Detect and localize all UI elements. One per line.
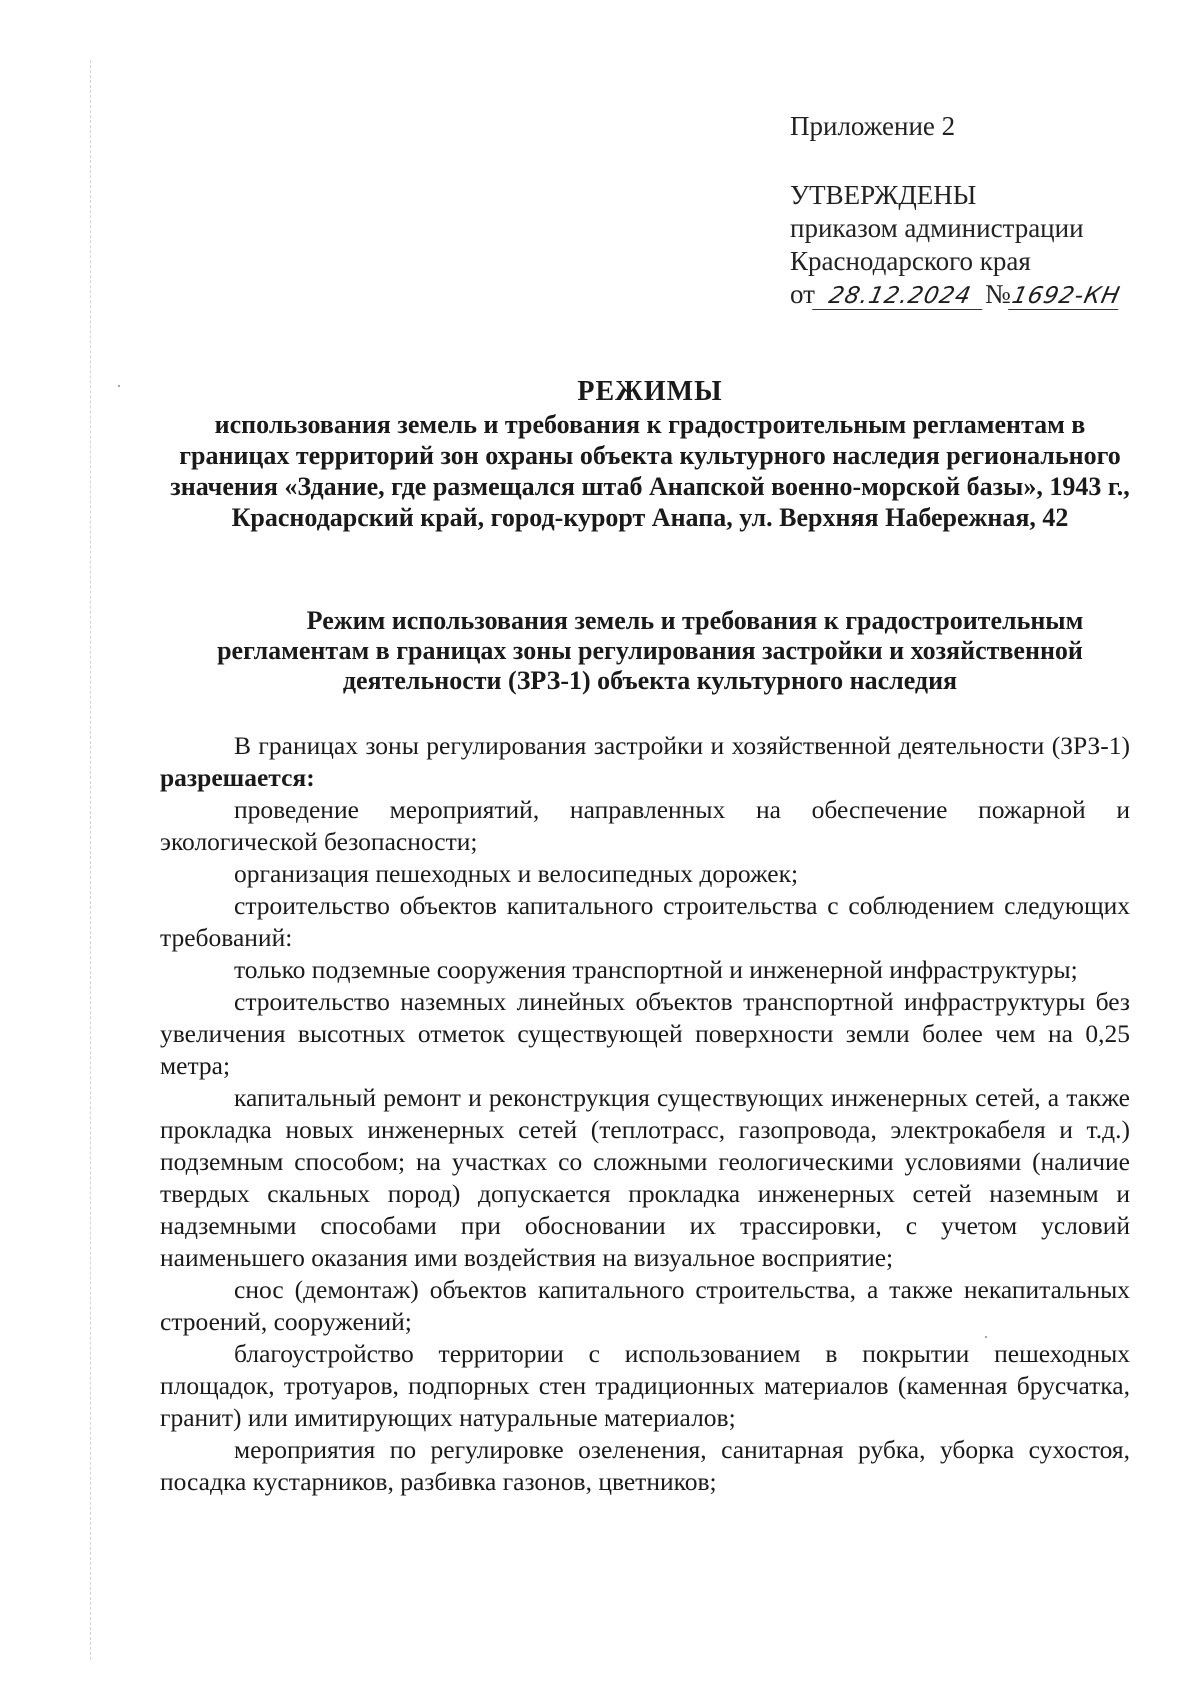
from-prefix: от xyxy=(790,279,815,309)
list-item: организация пешеходных и велосипедных дорожек; xyxy=(234,859,799,888)
approved-by-order: приказом администрации xyxy=(790,213,1084,243)
annex-label: Приложение 2 xyxy=(790,111,956,141)
handwritten-date: 28.12.2024 xyxy=(812,283,988,310)
scan-edge-line xyxy=(90,60,91,1660)
list-item: строительство наземных линейных объектов транспортной инфраструктуры без увеличения высотных отметок существующей поверхности земли более чем на 0,25 метра; xyxy=(160,987,1130,1080)
section-heading: Режим использования земель и требования к градостроительным регламентам в границах зоны регулирования застройки и хозяйственной деятельности (ЗРЗ-1) объекта культурного наследия xyxy=(217,606,1084,695)
body-text xyxy=(160,730,1130,1498)
list-item: только подземные сооружения транспортной и инженерной инфраструктуры; xyxy=(234,955,1078,984)
title-block xyxy=(160,375,1140,533)
approved-label: УТВЕРЖДЕНЫ xyxy=(790,180,977,210)
handwritten-number: 1692-КН xyxy=(1009,283,1123,309)
list-item: снос (демонтаж) объектов капитального строительства, а также некапитальных строений, сооружений; xyxy=(160,1275,1130,1336)
document-title: РЕЖИМЫ xyxy=(577,376,723,407)
list-item: строительство объектов капитального строительства с соблюдением следующих требований: xyxy=(160,891,1130,952)
number-prefix: № xyxy=(984,279,1011,309)
list-item: мероприятия по регулировке озеленения, санитарная рубка, уборка сухостоя, посадка кустарников, разбивка газонов, цветников; xyxy=(160,1435,1130,1496)
approval-block xyxy=(790,110,1121,311)
document-subtitle: использования земель и требования к градостроительным регламентам в границах территорий зон охраны объекта культурного наследия регионального значения «Здание, где размещался штаб Анапской военно-морской базы», 1943 г., Краснодарский край, город-курорт Анапа, ул. Верхняя Набережная, 42 xyxy=(170,410,1130,532)
list-item: проведение мероприятий, направленных на обеспечение пожарной и экологической безопасности; xyxy=(160,795,1130,856)
list-item: капитальный ремонт и реконструкция существующих инженерных сетей, а также прокладка новых инженерных сетей (теплотрасс, газопровода, электрокабеля и т.д.) подземным способом; на участках со сложными геологическими условиями (наличие твердых скальных пород) допускается прокладка инженерных сетей наземным и надземными способами при обосновании их трассировки, с учетом условий наименьшего оказания ими воздействия на визуальное восприятие; xyxy=(160,1083,1130,1272)
intro-text: В границах зоны регулирования застройки и хозяйственной деятельности (ЗРЗ-1) xyxy=(234,731,1130,760)
order-date-number-line xyxy=(790,278,1121,311)
intro-bold: разрешается: xyxy=(160,763,315,792)
intro-paragraph xyxy=(160,730,1130,794)
approved-region: Краснодарского края xyxy=(790,246,1031,276)
list-item: благоустройство территории с использованием в покрытии пешеходных площадок, тротуаров, подпорных стен традиционных материалов (каменная брусчатка, гранит) или имитирующих натуральные материалов; xyxy=(160,1339,1130,1432)
scan-speck xyxy=(118,385,120,387)
